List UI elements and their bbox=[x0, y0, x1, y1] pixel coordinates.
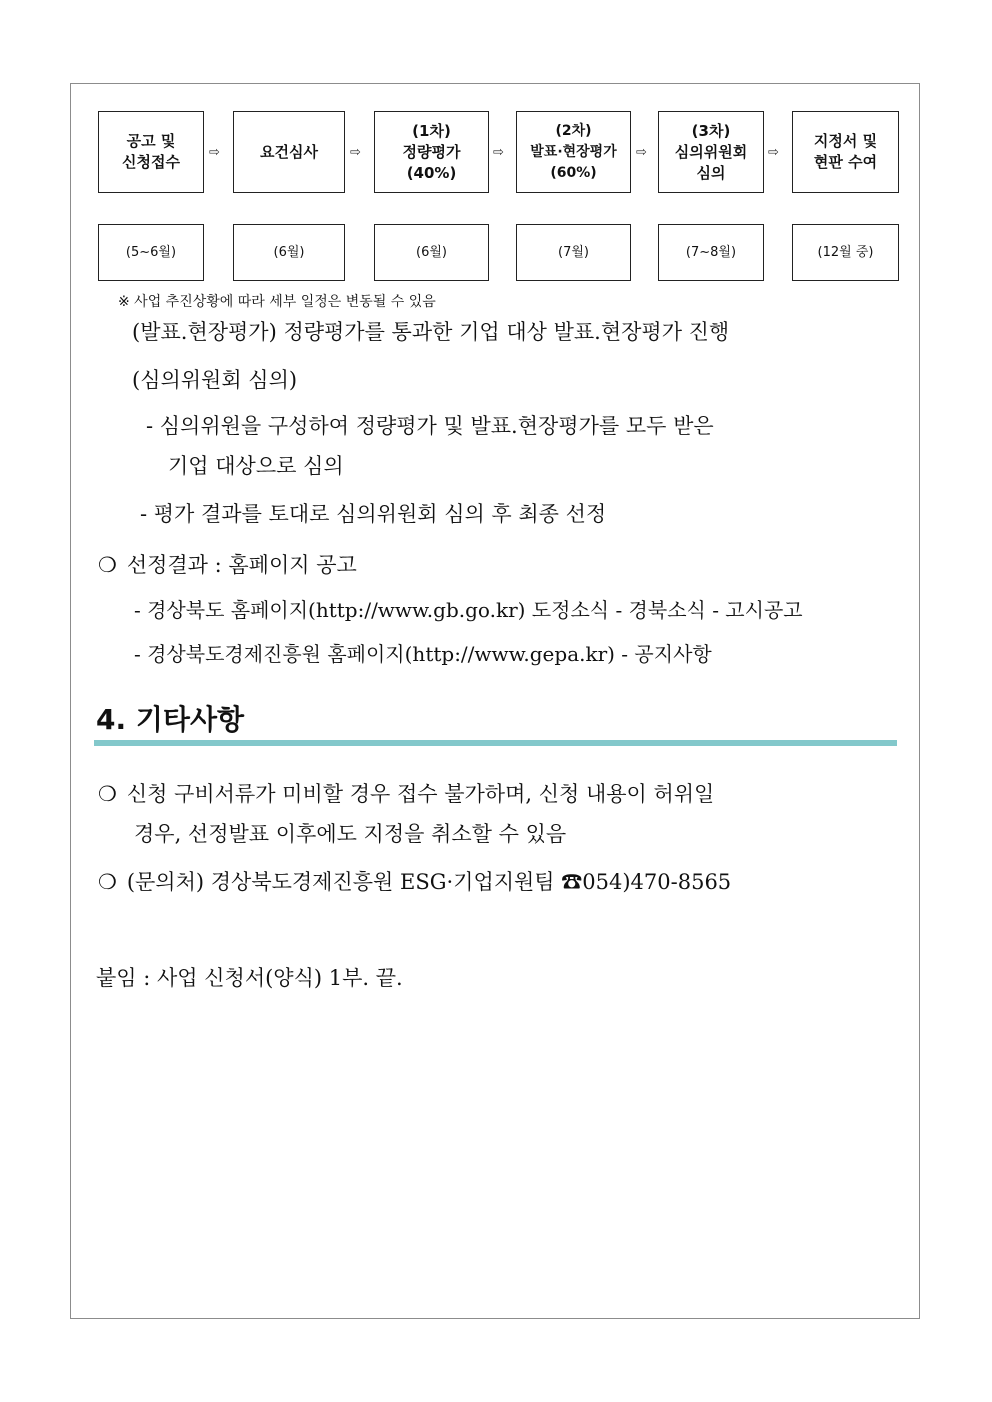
notice-item-1 bbox=[98, 778, 714, 808]
arrow-icon: ⇨ bbox=[636, 145, 647, 160]
arrow-icon: ⇨ bbox=[209, 145, 220, 160]
committee-item-1-cont: 기업 대상으로 심의 bbox=[168, 454, 344, 478]
committee-item-2: - 평가 결과를 토대로 심의위원회 심의 후 최종 선정 bbox=[140, 502, 607, 526]
selection-result-text: 선정결과 : 홈페이지 공고 bbox=[126, 553, 357, 577]
section-4-title: 4. 기타사항 bbox=[96, 703, 245, 736]
section-divider bbox=[94, 740, 897, 746]
arrow-icon: ⇨ bbox=[493, 145, 504, 160]
committee-item-1: - 심의위원을 구성하여 정량평가 및 발표.현장평가를 모두 받은 bbox=[146, 414, 714, 438]
contact-text: (문의처) 경상북도경제진흥원 ESG·기업지원팀 ☎054)470-8565 bbox=[126, 870, 732, 894]
arrow-icon: ⇨ bbox=[350, 145, 361, 160]
step-box-4: (2차) 발표·현장평가 (60%) bbox=[516, 111, 631, 193]
period-box-3: (6월) bbox=[374, 224, 489, 281]
circle-bullet-icon: ❍ bbox=[98, 553, 117, 577]
period-box-1: (5~6월) bbox=[98, 224, 204, 281]
contact-item bbox=[98, 866, 731, 896]
step-box-1: 공고 및 신청접수 bbox=[98, 111, 204, 193]
attachment-line: 붙임 : 사업 신청서(양식) 1부. 끝. bbox=[96, 966, 403, 990]
schedule-note: ※ 사업 추진상황에 따라 세부 일정은 변동될 수 있음 bbox=[118, 294, 436, 310]
notice-item-1-cont: 경우, 선정발표 이후에도 지정을 취소할 수 있음 bbox=[134, 822, 567, 846]
circle-bullet-icon: ❍ bbox=[98, 782, 117, 806]
step-box-5: (3차) 심의위원회 심의 bbox=[658, 111, 764, 193]
notice-item-1-text: 신청 구비서류가 미비할 경우 접수 불가하며, 신청 내용이 허위일 bbox=[126, 782, 715, 806]
period-box-2: (6월) bbox=[233, 224, 345, 281]
period-box-5: (7~8월) bbox=[658, 224, 764, 281]
period-box-6: (12월 중) bbox=[792, 224, 899, 281]
evaluation-line: (발표.현장평가) 정량평가를 통과한 기업 대상 발표.현장평가 진행 bbox=[132, 320, 730, 344]
arrow-icon: ⇨ bbox=[768, 145, 779, 160]
gepa-homepage-link: - 경상북도경제진흥원 홈페이지(http://www.gepa.kr) - 공지사항 bbox=[134, 642, 712, 666]
selection-result bbox=[98, 549, 357, 579]
step-box-3: (1차) 정량평가 (40%) bbox=[374, 111, 489, 193]
circle-bullet-icon: ❍ bbox=[98, 870, 117, 894]
step-box-2: 요건심사 bbox=[233, 111, 345, 193]
period-box-4: (7월) bbox=[516, 224, 631, 281]
step-box-6: 지정서 및 현판 수여 bbox=[792, 111, 899, 193]
committee-heading: (심의위원회 심의) bbox=[132, 368, 298, 392]
gb-homepage-link: - 경상북도 홈페이지(http://www.gb.go.kr) 도정소식 - 경북소식 - 고시공고 bbox=[134, 598, 803, 622]
